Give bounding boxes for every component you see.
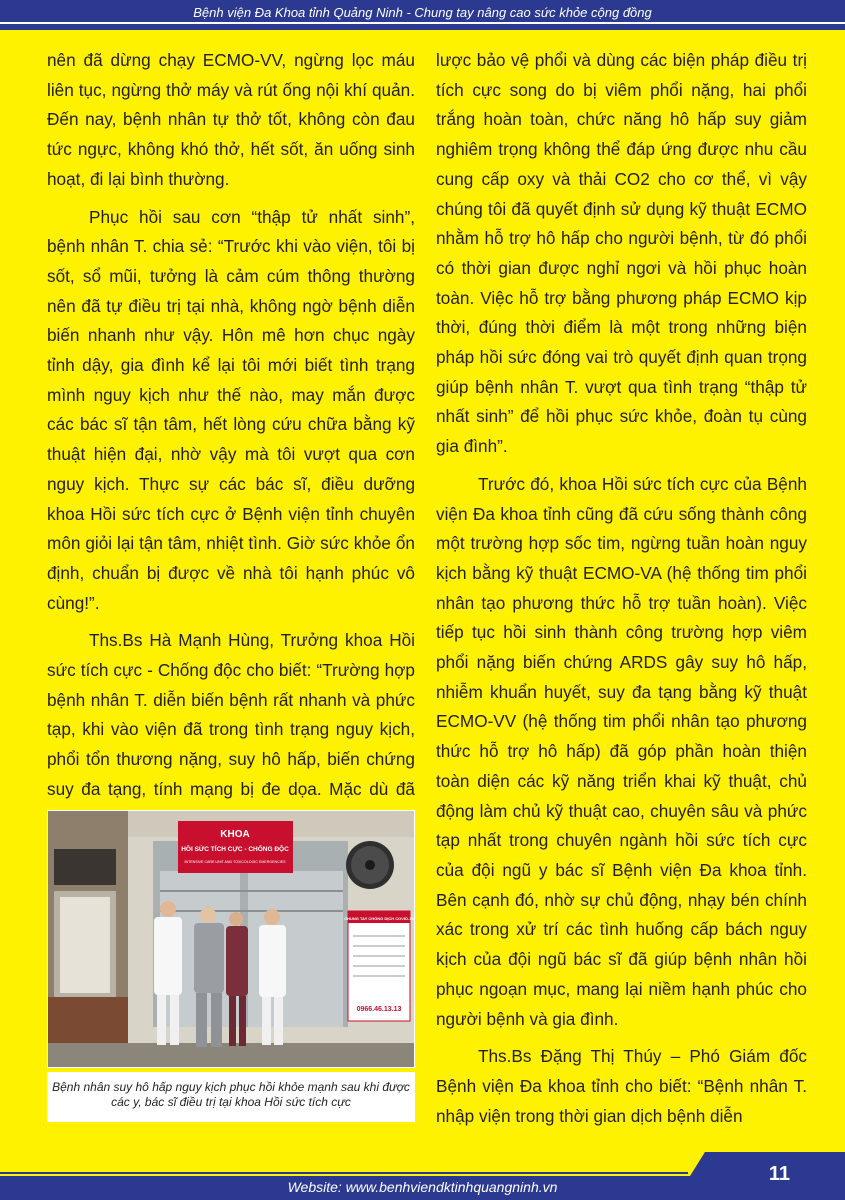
paragraph-right-2: Trước đó, khoa Hồi sức tích cực của Bệnh viện Đa khoa tỉnh cũng đã cứu sống thành công một trường hợp sốc tim, ngừng tuần hoàn nguy kịch bằng kỹ thuật ECMO-VA (hệ thống tim phổi nhân tạo phương thức hỗ trợ tuần hoàn). Việc tiếp tục hồi sinh thành công trường hợp viêm phổi nặng biến chứng ARDS gây suy hô hấp, nhiễm khuẩn huyết, suy đa tạng bằng kỹ thuật ECMO-VV (hệ thống tim phổi nhân tạo phương thức hỗ trợ hô hấp) đã góp phần hoàn thiện toàn diện các kỹ năng triển khai kỹ thuật, chủ động làm chủ kỹ thuật cao, chuyên sâu và phức tạp nhất trong chuyên ngành hồi sức tích cực của đội ngũ y bác sĩ Bệnh viện Đa khoa tỉnh. Bên cạnh đó, nhờ sự chủ động, nhạy bén chính xác trong xử trí các tình huống cấp bách nguy kịch của đội ngũ bác sĩ đã giúp bệnh nhân hồi phục ngoạn mục, mang lại niềm hạnh phúc cho người bệnh và gia đình.	[436, 473, 807, 1029]
header-stripe	[0, 22, 845, 24]
paragraph-right-3: Ths.Bs Đặng Thị Thúy – Phó Giám đốc Bệnh viện Đa khoa tỉnh cho biết: “Bệnh nhân T. nhập viện trong thời gian dịch bệnh diễn	[436, 1046, 807, 1126]
paragraph-left-1: nên đã dừng chạy ECMO-VV, ngừng lọc máu liên tục, ngừng thở máy và rút ống nội khí quản. Đến nay, bệnh nhân tự thở tốt, không còn đau tức ngực, không khó thở, hết sốt, ăn uống sinh hoạt, đi lại bình thường.	[47, 50, 415, 189]
header-bar	[0, 0, 845, 30]
header-title: Bệnh viện Đa Khoa tỉnh Quảng Ninh - Chung tay nâng cao sức khỏe cộng đồng	[193, 5, 652, 20]
photo-sign-line-2: HỒI SỨC TÍCH CỰC - CHỐNG ĐỘC	[181, 846, 289, 853]
photo-illustration	[48, 811, 414, 1067]
footer-website: Website: www.benhviendktinhquangninh.vn	[287, 1179, 558, 1195]
footer-bar	[0, 1152, 845, 1200]
photo-sign-line-1: KHOA	[220, 829, 250, 840]
paragraph-left-2: Phục hồi sau cơn “thập tử nhất sinh”, bệnh nhân T. chia sẻ: “Trước khi vào viện, tôi bị sốt, sổ mũi, tưởng là cảm cúm thông thường nên đã tự điều trị tại nhà, không ngờ bệnh diễn biến nhanh như vậy. Hôn mê hơn chục ngày tỉnh dậy, gia đình kể lại tôi mới biết tình trạng mình nguy kịch như thế nào, may mắn được các bác sĩ tận tâm, hết lòng cứu chữa bằng kỹ thuật hiện đại, nhờ vậy mà tôi vượt qua cơn nguy kịch. Thực sự các bác sĩ, điều dưỡng khoa Hồi sức tích cực ở Bệnh viện tỉnh chuyên môn giỏi lại tận tâm, nhiệt tình. Giờ sức khỏe ổn định, chuẩn bị được về nhà tôi hạnh phúc vô cùng!”.	[47, 206, 415, 613]
article-photo	[47, 810, 415, 1068]
photo-caption: Bệnh nhân suy hô hấp nguy kịch phục hồi khỏe mạnh sau khi được các y, bác sĩ điều trị tại khoa Hồi sức tích cực	[47, 1072, 415, 1122]
photo-sign-line-3: INTENSIVE CARE UNIT AND TOXICOLOGIC EMERGENCIES	[184, 860, 286, 864]
paragraph-right-1: lược bảo vệ phổi và dùng các biện pháp điều trị tích cực song do bị viêm phổi nặng, hai phổi trắng hoàn toàn, chức năng hô hấp suy giảm nghiêm trọng không thể đáp ứng được nhu cầu cung cấp oxy và thải CO2 cho cơ thể, vì vậy chúng tôi đã quyết định sử dụng kỹ thuật ECMO nhằm hỗ trợ hô hấp cho người bệnh, từ đó phổi có thời gian được nghỉ ngơi và hồi phục hoàn toàn. Việc hỗ trợ bằng phương pháp ECMO kịp thời, đúng thời điểm là một trong những biện pháp hồi sức đóng vai trò quyết định quan trọng giúp bệnh nhân T. vượt qua tình trạng “thập tử nhất sinh” để hồi phục sức khỏe, đoàn tụ cùng gia đình”.	[436, 50, 807, 457]
right-column	[436, 46, 807, 1139]
page-number: 11	[768, 1163, 790, 1185]
photo-poster-phone: 0966.46.13.13	[356, 1006, 402, 1013]
paragraph-left-3: Ths.Bs Hà Mạnh Hùng, Trưởng khoa Hồi sức tích cực - Chống độc cho biết: “Trường hợp bệnh nhân T. diễn biến bệnh rất nhanh và phức tạp, khi vào viện đã trong tình trạng nguy kịch, phổi tổn thương nặng, suy hô hấp, biến chứng suy đa tạng, tính mạng bị đe dọa. Mặc dù đã	[47, 630, 415, 799]
photo-poster-title: CHUNG TAY CHỐNG DỊCH COVID-19	[344, 916, 414, 921]
left-column	[47, 46, 415, 842]
